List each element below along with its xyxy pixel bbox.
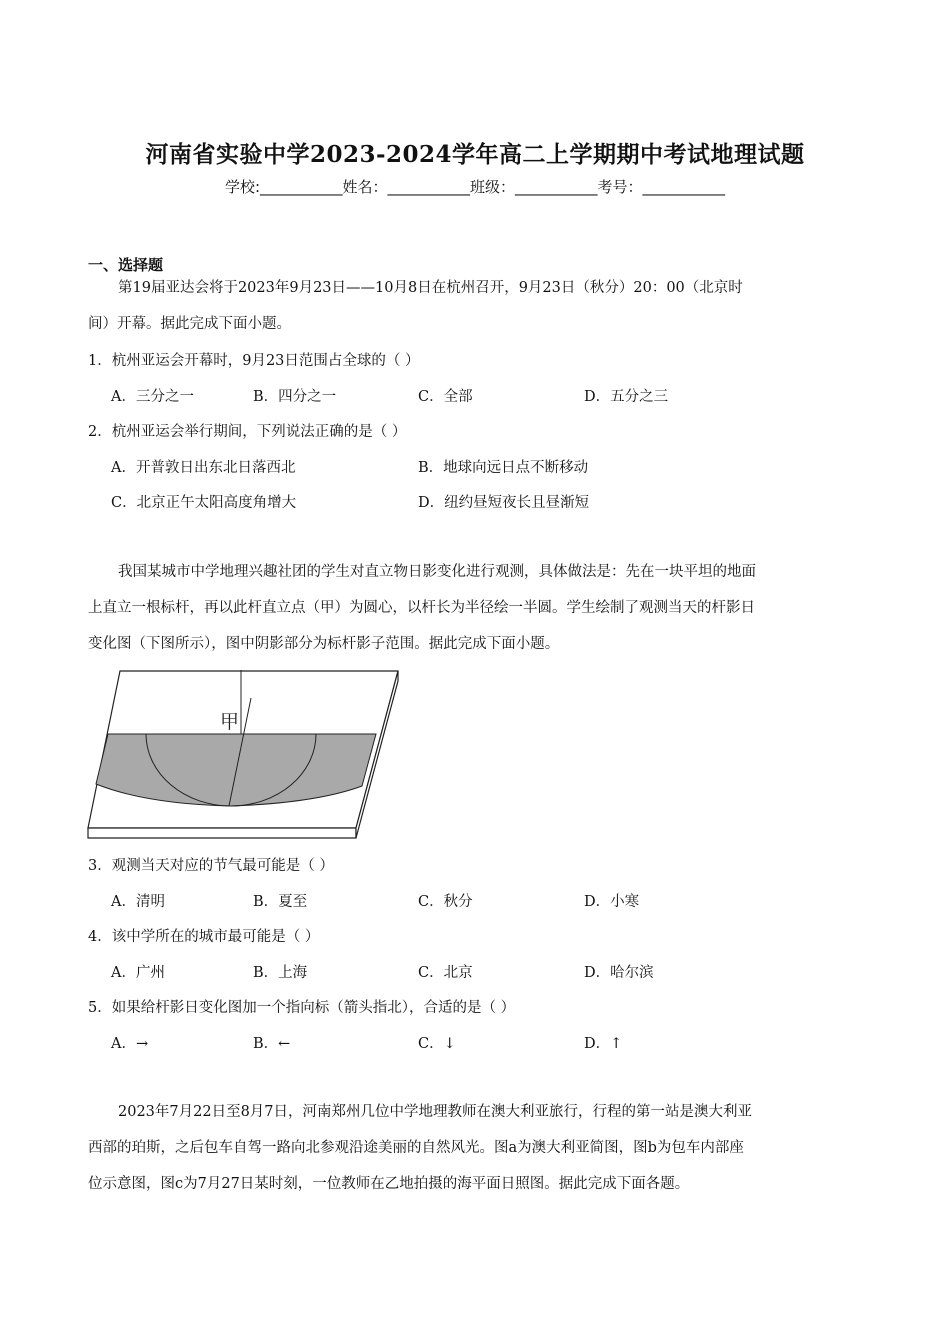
- question-3-stem: 3．观测当天对应的节气最可能是（ ）: [88, 858, 334, 874]
- q1-option-d[interactable]: D．五分之三: [584, 389, 669, 405]
- q1-option-c[interactable]: C．全部: [418, 389, 473, 405]
- passage-shadow-observation: [88, 554, 863, 662]
- section-heading: 一、选择题: [88, 256, 164, 274]
- question-4-stem: 4．该中学所在的城市最可能是（ ）: [88, 929, 320, 945]
- board-front-edge: [88, 828, 356, 838]
- passage-line: 2023年7月22日至8月7日，河南郑州几位中学地理教师在澳大利亚旅行，行程的第一站是澳大利亚: [118, 1104, 753, 1120]
- student-info-line: 学校:___________姓名：___________班级：___________考号：___________: [224, 178, 726, 196]
- passage-line: 间）开幕。据此完成下面小题。: [88, 316, 291, 332]
- q5-option-c[interactable]: C．↓: [418, 1036, 456, 1052]
- passage-line: 第19届亚达会将于2023年9月23日——10月8日在杭州召开，9月23日（秋分）20：00（北京时: [118, 280, 743, 296]
- shadow-diagram-figure: [86, 668, 406, 843]
- q2-option-a[interactable]: A．开普敦日出东北日落西北: [111, 460, 296, 476]
- q3-option-d[interactable]: D．小寒: [584, 894, 640, 910]
- exam-title: 河南省实验中学2023-2024学年高二上学期期中考试地理试题: [145, 141, 805, 168]
- q4-option-d[interactable]: D．哈尔滨: [584, 965, 654, 981]
- question-1-stem: 1．杭州亚运会开幕时，9月23日范围占全球的（ ）: [88, 353, 420, 369]
- passage-australia-trip: [88, 1094, 863, 1202]
- question-5-stem: 5．如果给杆影日变化图加一个指向标（箭头指北），合适的是（ ）: [88, 1000, 516, 1016]
- q1-option-a[interactable]: A．三分之一: [111, 389, 194, 405]
- passage-line: 位示意图，图c为7月27日某时刻，一位教师在乙地拍摄的海平面日照图。据此完成下面各题。: [88, 1176, 690, 1192]
- q4-option-b[interactable]: B．上海: [253, 965, 308, 981]
- q5-option-a[interactable]: A．→: [111, 1036, 149, 1052]
- point-jia-label: 甲: [220, 711, 240, 733]
- q3-option-a[interactable]: A．清明: [111, 894, 165, 910]
- question-2-stem: 2．杭州亚运会举行期间，下列说法正确的是（ ）: [88, 424, 407, 440]
- q4-option-a[interactable]: A．广州: [111, 965, 165, 981]
- q5-option-b[interactable]: B．←: [253, 1036, 291, 1052]
- q5-option-d[interactable]: D．↑: [584, 1036, 623, 1052]
- passage-line: 西部的珀斯，之后包车自驾一路向北参观沿途美丽的自然风光。图a为澳大利亚简图，图b为包车内部座: [88, 1140, 744, 1156]
- passage-asian-games: [88, 270, 863, 342]
- passage-line: 我国某城市中学地理兴趣社团的学生对直立物日影变化进行观测，具体做法是：先在一块平坦的地面: [118, 564, 756, 580]
- q1-option-b[interactable]: B．四分之一: [253, 389, 337, 405]
- q2-option-c[interactable]: C．北京正午太阳高度角增大: [111, 495, 297, 511]
- q4-option-c[interactable]: C．北京: [418, 965, 473, 981]
- passage-line: 变化图（下图所示），图中阴影部分为标杆影子范围。据此完成下面小题。: [88, 636, 560, 652]
- passage-line: 上直立一根标杆，再以此杆直立点（甲）为圆心，以杆长为半径绘一半圆。学生绘制了观测当天的杆影日: [88, 600, 755, 616]
- q3-option-c[interactable]: C．秋分: [418, 894, 473, 910]
- q3-option-b[interactable]: B．夏至: [253, 894, 308, 910]
- q2-option-d[interactable]: D．纽约昼短夜长且昼渐短: [418, 495, 590, 511]
- q2-option-b[interactable]: B．地球向远日点不断移动: [418, 460, 589, 476]
